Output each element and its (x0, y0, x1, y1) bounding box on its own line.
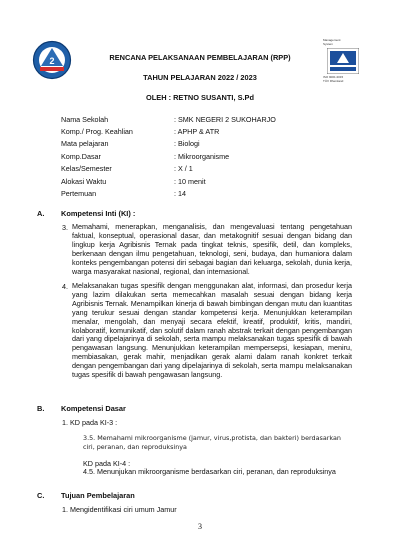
document-page: 2 Management System ISO 9001:2015 TÜV Rheinland RENCANA PELAKSANAAN PEMBELAJARAN (RPP) TAHUN PELAJARAN 2022 / 2023 OLEH : RETNO SUSANTI, S.Pd Nama Sekolah : SMK NEGERI 2 SUKOHARJO Komp./ Prog. Keahlian : APHP & ATR Mata pelajaran : Biologi Komp.Dasar : Mikroorganisme Kelas/Semester : X / 1 Alokasi Waktu : 10 menit Pertemuan : 14 A. Kompetensi Inti (KI) : 3. Memahami, menerapkan, menganalisis, dan mengevaluasi tentang pengetahuan faktual, konseptual, operasional dasar, dan metakognitif sesuai dengan bidang dan lingkup kerja Agribisnis Ternak pada tingkat teknis, spesifik, detil, dan kompleks, berkenaan dengan ilmu pengetahuan, teknologi, seni, budaya, dan humaniora dalam konteks pengembangan potensi diri sebagai bagian dari keluarga, sekolah, dunia kerja, warga masyarakat nasional, regional, dan internasional. 4. Melaksanakan tugas spesifik dengan menggunakan alat, informasi, dan prosedur kerja yang lazim dilakukan serta memecahkan masalah sesuai dengan bidang kerja Agribisnis Ternak. Menampilkan kinerja di bawah bimbingan dengan mutu dan kuantitas yang terukur sesuai dengan standar kompetensi kerja. Menunjukkan keterampilan menalar, mengolah, dan menyaji secara efektif, kreatif, produktif, kritis, mandiri, kolaboratif, komunikatif, dan solutif dalam ranah abstrak terkait dengan pengembangan dari yang dipelajarinya di sekolah, serta mampu melaksanakan tugas spesifik di bawah pengawasan langsung. Menunjukkan keterampilan mempersepsi, kesiapan, meniru, membiasakan, gerak mahir, menjadikan gerak alami dalam ranah konkret terkait dengan pengembangan dari yang dipelajarinya di sekolah, serta mampu melaksanakan tugas spesifik di bawah pengawasan langsung. B. Kompetensi Dasar 1. KD pada KI-3 : 3.5. Memahami mikroorganisme (jamur, virus,protista, dan bakteri) berdasarkan ciri, peranan, dan reproduksinya KD pada KI-4 : 4.5. Menunjukan mikroorganisme berdasarkan ciri, peranan, dan reproduksinya C. Tujuan Pembelajaran 1. Mengidentifikasi ciri umum Jamur 3 (0, 0, 400, 550)
ki4-text: Melaksanakan tugas spesifik dengan menggunakan alat, informasi, dan prosedur kerja yang lazim dilakukan serta memecahkan masalah sesuai dengan bidang kerja Agribisnis Ternak. Menampilkan kinerja di bawah bimbingan dengan mutu dan kuantitas yang terukur sesuai dengan standar kompetensi kerja. Menunjukkan keterampilan menalar, mengolah, dan menyaji secara efektif, kreatif, produktif, kritis, mandiri, kolaboratif, komunikatif, dan solutif dalam ranah abstrak terkait dengan pengembangan dari yang dipelajarinya di sekolah, serta mampu melaksanakan tugas spesifik di bawah pengawasan langsung. Menunjukkan keterampilan mempersepsi, kesiapan, meniru, membiasakan, gerak mahir, menjadikan gerak alami dalam ranah konkret terkait dengan pengembangan dari yang dipelajarinya di sekolah, serta mampu melaksanakan tugas spesifik di bawah pengawasan langsung. (72, 281, 352, 380)
kd4-label: KD pada KI-4 : (83, 459, 131, 468)
page-number: 3 (198, 522, 202, 531)
svg-text:2: 2 (49, 56, 55, 66)
objective-item: 1. Mengidentifikasi ciri umum Jamur (62, 505, 177, 514)
academic-year: TAHUN PELAJARAN 2022 / 2023 (143, 73, 257, 82)
ki4-number: 4. (62, 282, 68, 291)
cert-caption-lower: ISO 9001:2015 TÜV Rheinland (323, 75, 344, 83)
document-title: RENCANA PELAKSANAAN PEMBELAJARAN (RPP) (109, 53, 291, 62)
cert-caption: Management System (323, 38, 341, 46)
ki3-number: 3. (62, 223, 68, 232)
author-line: OLEH : RETNO SUSANTI, S.Pd (146, 93, 254, 102)
school-logo (32, 40, 72, 80)
kd3-label: 1. KD pada KI-3 : (62, 418, 118, 427)
certification-logo (323, 38, 363, 84)
ki3-text: Memahami, menerapkan, menganalisis, dan mengevaluasi tentang pengetahuan faktual, konseptual, operasional dasar, dan metakognitif sesuai dengan bidang dan lingkup kerja Agribisnis Ternak pada tingkat teknis, spesifik, detil, dan kompleks, berkenaan dengan ilmu pengetahuan, teknologi, seni, budaya, dan humaniora dalam konteks pengembangan potensi diri sebagai bagian dari keluarga, sekolah, dunia kerja, warga masyarakat nasional, regional, dan internasional. (72, 222, 352, 276)
kd3-text: 3.5. Memahami mikroorganisme (jamur, virus,protista, dan bakteri) berdasarkan ciri, peranan, dan reproduksinya (83, 434, 341, 451)
kd4-text: 4.5. Menunjukan mikroorganisme berdasarkan ciri, peranan, dan reproduksinya (83, 467, 336, 476)
cert-mark-icon (327, 48, 359, 74)
